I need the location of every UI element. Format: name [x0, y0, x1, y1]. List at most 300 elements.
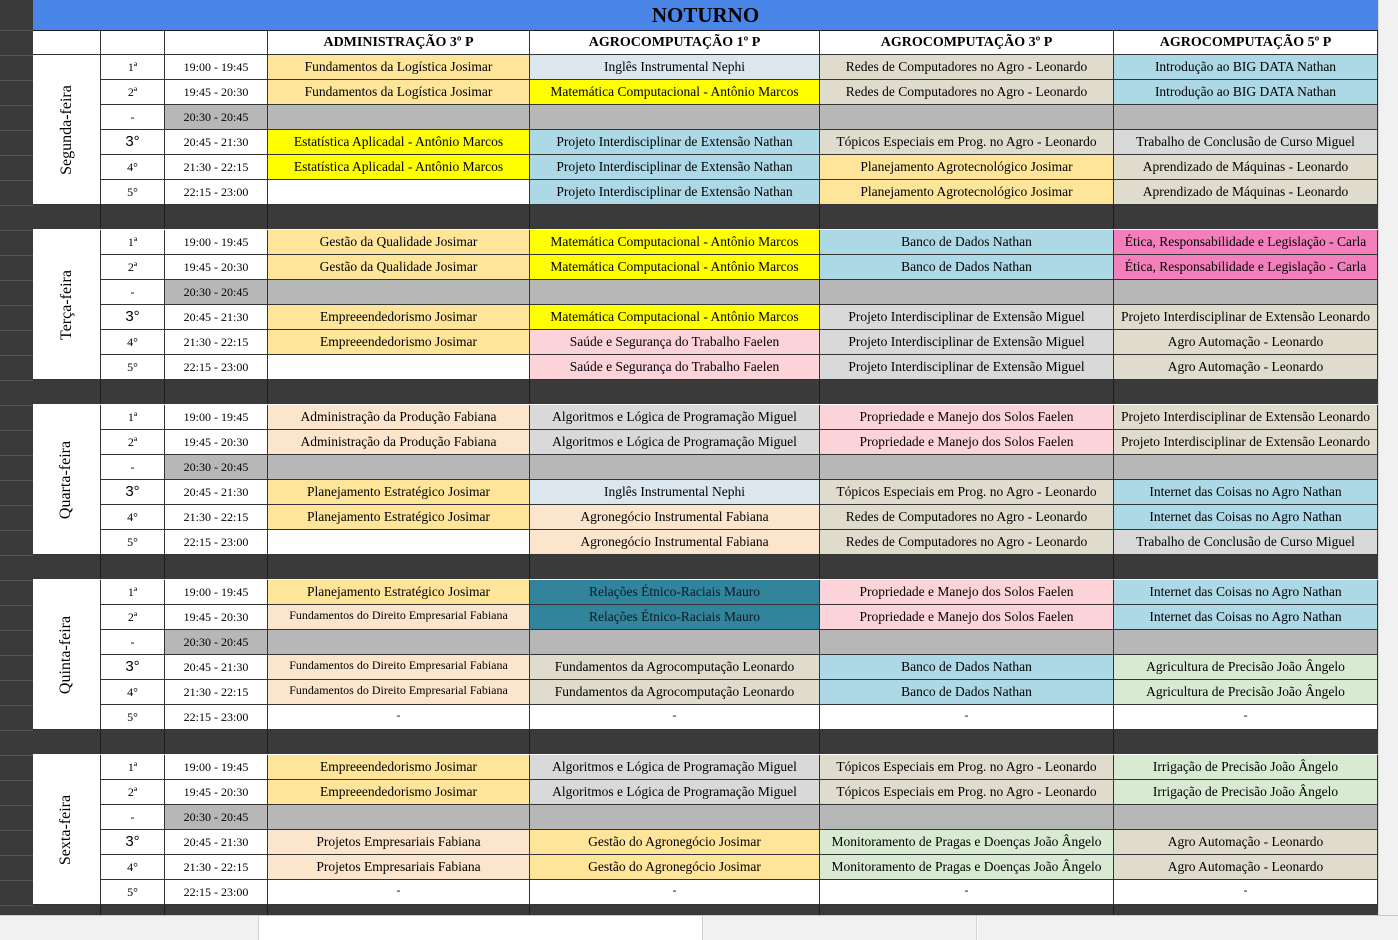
break-cell[interactable]: [268, 805, 530, 830]
class-cell[interactable]: Projeto Interdisciplinar de Extensão Nathan: [530, 180, 820, 205]
class-cell[interactable]: Matemática Computacional - Antônio Marcos: [530, 80, 820, 105]
class-row: [101, 680, 1378, 705]
class-cell[interactable]: Projeto Interdisciplinar de Extensão Leonardo: [1114, 430, 1378, 455]
break-cell[interactable]: [530, 455, 820, 480]
column-header-agrocomputacao-1[interactable]: AGROCOMPUTAÇÃO 1º P: [530, 31, 820, 55]
class-cell[interactable]: Agro Automação - Leonardo: [1114, 855, 1378, 880]
class-cell[interactable]: Fundamentos da Logística Josimar: [268, 55, 530, 80]
row-header-divider: [0, 605, 33, 606]
row-header-divider: [0, 680, 33, 681]
period-number-cell[interactable]: 5°: [101, 705, 165, 730]
break-row: [101, 280, 1378, 305]
class-cell[interactable]: Matemática Computacional - Antônio Marcos: [530, 255, 820, 280]
break-cell[interactable]: [268, 455, 530, 480]
class-cell[interactable]: Algoritmos e Lógica de Programação Miguel: [530, 430, 820, 455]
time-slot-cell[interactable]: 20:45 - 21:30: [165, 655, 268, 680]
class-cell[interactable]: Projeto Interdisciplinar de Extensão Nathan: [530, 130, 820, 155]
separator-gridline: [267, 205, 268, 229]
class-cell[interactable]: Redes de Computadores no Agro - Leonardo: [820, 80, 1114, 105]
class-row: [101, 405, 1378, 430]
time-slot-cell[interactable]: 21:30 - 22:15: [165, 155, 268, 180]
class-cell[interactable]: Banco de Dados Nathan: [820, 680, 1114, 705]
class-cell[interactable]: Empreeendedorismo Josimar: [268, 330, 530, 355]
separator-gridline: [529, 730, 530, 754]
class-cell[interactable]: Internet das Coisas no Agro Nathan: [1114, 505, 1378, 530]
row-header-divider: [0, 880, 33, 881]
break-cell[interactable]: [1114, 805, 1378, 830]
class-row: [101, 230, 1378, 255]
row-header-divider: [0, 355, 33, 356]
class-cell[interactable]: Banco de Dados Nathan: [820, 230, 1114, 255]
class-row: [101, 780, 1378, 805]
separator-gridline: [164, 730, 165, 754]
separator-gridline: [529, 205, 530, 229]
column-headers-row: [33, 31, 1378, 55]
class-cell[interactable]: Gestão do Agronegócio Josimar: [530, 830, 820, 855]
time-slot-cell[interactable]: 19:00 - 19:45: [165, 230, 268, 255]
row-header-divider: [0, 580, 33, 581]
class-cell[interactable]: -: [820, 880, 1114, 905]
time-slot-cell[interactable]: 20:30 - 20:45: [165, 105, 268, 130]
class-cell[interactable]: Fundamentos do Direito Empresarial Fabiana: [268, 655, 530, 680]
time-slot-cell[interactable]: 22:15 - 23:00: [165, 880, 268, 905]
class-row: [101, 505, 1378, 530]
class-cell[interactable]: Banco de Dados Nathan: [820, 655, 1114, 680]
class-cell[interactable]: Propriedade e Manejo dos Solos Faelen: [820, 580, 1114, 605]
period-number-cell[interactable]: 1ª: [101, 405, 165, 430]
day-name-cell[interactable]: [33, 405, 101, 555]
day-separator-row[interactable]: [33, 205, 1378, 229]
tab-divider: [976, 916, 978, 940]
row-header-divider: [0, 780, 33, 781]
period-number-cell[interactable]: 1ª: [101, 55, 165, 80]
break-cell[interactable]: [530, 805, 820, 830]
class-cell[interactable]: Projeto Interdisciplinar de Extensão Miguel: [820, 355, 1114, 380]
class-cell[interactable]: -: [1114, 705, 1378, 730]
row-header-gutter: [0, 0, 33, 915]
spreadsheet-grid: [33, 0, 1378, 915]
class-cell[interactable]: Agricultura de Precisão João Ângelo: [1114, 680, 1378, 705]
class-row: [101, 255, 1378, 280]
time-slot-cell[interactable]: 19:45 - 20:30: [165, 255, 268, 280]
day-separator-row[interactable]: [33, 380, 1378, 404]
time-slot-cell[interactable]: 19:45 - 20:30: [165, 605, 268, 630]
row-header-divider: [0, 755, 33, 756]
row-header-divider: [0, 380, 33, 381]
class-cell[interactable]: -: [530, 705, 820, 730]
column-header-administracao-3[interactable]: ADMINISTRAÇÃO 3º P: [268, 31, 530, 55]
class-cell[interactable]: Projetos Empresariais Fabiana: [268, 855, 530, 880]
period-number-cell[interactable]: 5°: [101, 530, 165, 555]
class-row: [101, 605, 1378, 630]
blank-header-cell[interactable]: [33, 31, 101, 55]
time-slot-cell[interactable]: 22:15 - 23:00: [165, 530, 268, 555]
row-header-divider: [0, 80, 33, 81]
separator-gridline: [267, 730, 268, 754]
row-header-divider: [0, 655, 33, 656]
day-name-label: Terça-feira: [57, 269, 75, 340]
class-cell[interactable]: Inglês Instrumental Nephi: [530, 55, 820, 80]
class-row: [101, 80, 1378, 105]
row-header-divider: [0, 905, 33, 906]
time-slot-cell[interactable]: 22:15 - 23:00: [165, 180, 268, 205]
class-cell[interactable]: Ética, Responsabilidade e Legislação - Carla: [1114, 230, 1378, 255]
class-cell[interactable]: Propriedade e Manejo dos Solos Faelen: [820, 430, 1114, 455]
class-cell[interactable]: Agro Automação - Leonardo: [1114, 830, 1378, 855]
class-cell[interactable]: Fundamentos do Direito Empresarial Fabiana: [268, 680, 530, 705]
row-header-divider: [0, 280, 33, 281]
break-cell[interactable]: [1114, 105, 1378, 130]
separator-gridline: [100, 555, 101, 579]
period-number-cell[interactable]: 3°: [101, 480, 165, 505]
class-cell[interactable]: Planejamento Agrotecnológico Josimar: [820, 155, 1114, 180]
separator-gridline: [164, 205, 165, 229]
class-cell[interactable]: Aprendizado de Máquinas - Leonardo: [1114, 180, 1378, 205]
separator-gridline: [1113, 205, 1114, 229]
period-number-cell[interactable]: 4°: [101, 505, 165, 530]
day-name-label: Sexta-feira: [57, 794, 75, 865]
class-cell[interactable]: Saúde e Segurança do Trabalho Faelen: [530, 355, 820, 380]
class-row: [101, 330, 1378, 355]
break-row: [101, 455, 1378, 480]
class-cell[interactable]: Projeto Interdisciplinar de Extensão Nathan: [530, 155, 820, 180]
class-cell[interactable]: Introdução ao BIG DATA Nathan: [1114, 80, 1378, 105]
class-cell[interactable]: Planejamento Agrotecnológico Josimar: [820, 180, 1114, 205]
day-name-cell[interactable]: [33, 230, 101, 380]
class-cell[interactable]: Irrigação de Precisão João Ângelo: [1114, 780, 1378, 805]
break-cell[interactable]: [530, 105, 820, 130]
period-number-cell[interactable]: 4°: [101, 155, 165, 180]
separator-gridline: [100, 730, 101, 754]
class-row: [101, 830, 1378, 855]
break-cell[interactable]: [820, 630, 1114, 655]
class-cell[interactable]: Monitoramento de Pragas e Doenças João Ângelo: [820, 855, 1114, 880]
class-cell[interactable]: Projetos Empresariais Fabiana: [268, 830, 530, 855]
break-cell[interactable]: [1114, 280, 1378, 305]
class-cell[interactable]: Trabalho de Conclusão de Curso Miguel: [1114, 130, 1378, 155]
day-block: [33, 755, 1378, 905]
blank-header-cell[interactable]: [165, 31, 268, 55]
time-slot-cell[interactable]: 19:00 - 19:45: [165, 55, 268, 80]
class-cell[interactable]: Relações Étnico-Raciais Mauro: [530, 580, 820, 605]
class-cell[interactable]: -: [820, 705, 1114, 730]
period-number-cell[interactable]: 5°: [101, 355, 165, 380]
period-number-cell[interactable]: -: [101, 805, 165, 830]
time-slot-cell[interactable]: 20:45 - 21:30: [165, 830, 268, 855]
class-cell[interactable]: Redes de Computadores no Agro - Leonardo: [820, 55, 1114, 80]
class-cell[interactable]: Fundamentos da Logística Josimar: [268, 80, 530, 105]
separator-gridline: [529, 555, 530, 579]
row-header-divider: [0, 555, 33, 556]
class-cell[interactable]: Agronegócio Instrumental Fabiana: [530, 505, 820, 530]
class-cell[interactable]: Algoritmos e Lógica de Programação Miguel: [530, 405, 820, 430]
row-header-divider: [0, 830, 33, 831]
class-cell[interactable]: Tópicos Especiais em Prog. no Agro - Leonardo: [820, 480, 1114, 505]
period-number-cell[interactable]: 1ª: [101, 230, 165, 255]
break-cell[interactable]: [268, 280, 530, 305]
day-name-cell[interactable]: [33, 55, 101, 205]
time-slot-cell[interactable]: 20:30 - 20:45: [165, 805, 268, 830]
time-slot-cell[interactable]: 20:45 - 21:30: [165, 305, 268, 330]
schedule-title[interactable]: NOTURNO: [33, 0, 1378, 31]
column-header-agrocomputacao-5[interactable]: AGROCOMPUTAÇÃO 5º P: [1114, 31, 1378, 55]
break-cell[interactable]: [820, 280, 1114, 305]
class-row: [101, 655, 1378, 680]
class-cell[interactable]: Gestão da Qualidade Josimar: [268, 255, 530, 280]
class-cell[interactable]: Aprendizado de Máquinas - Leonardo: [1114, 155, 1378, 180]
day-block: [33, 405, 1378, 555]
day-name-label: Segunda-feira: [57, 84, 75, 175]
period-number-cell[interactable]: 5°: [101, 880, 165, 905]
class-cell[interactable]: Gestão do Agronegócio Josimar: [530, 855, 820, 880]
class-cell[interactable]: Fundamentos da Agrocomputação Leonardo: [530, 655, 820, 680]
row-header-divider: [0, 205, 33, 206]
class-cell[interactable]: Administração da Produção Fabiana: [268, 430, 530, 455]
class-cell[interactable]: Agro Automação - Leonardo: [1114, 355, 1378, 380]
class-cell[interactable]: Tópicos Especiais em Prog. no Agro - Leonardo: [820, 130, 1114, 155]
row-header-divider: [0, 105, 33, 106]
time-slot-cell[interactable]: 22:15 - 23:00: [165, 355, 268, 380]
separator-gridline: [819, 730, 820, 754]
row-header-divider: [0, 255, 33, 256]
row-header-divider: [0, 455, 33, 456]
class-cell[interactable]: Planejamento Estratégico Josimar: [268, 580, 530, 605]
row-header-divider: [0, 130, 33, 131]
day-name-cell[interactable]: [33, 580, 101, 730]
period-number-cell[interactable]: -: [101, 280, 165, 305]
separator-gridline: [1113, 555, 1114, 579]
row-header-divider: [0, 805, 33, 806]
class-row: [101, 130, 1378, 155]
separator-gridline: [1113, 730, 1114, 754]
class-cell[interactable]: Internet das Coisas no Agro Nathan: [1114, 580, 1378, 605]
row-header-divider: [0, 430, 33, 431]
class-row: [101, 305, 1378, 330]
time-slot-cell[interactable]: 20:45 - 21:30: [165, 480, 268, 505]
class-cell[interactable]: Empreeendedorismo Josimar: [268, 755, 530, 780]
separator-gridline: [267, 555, 268, 579]
row-header-divider: [0, 230, 33, 231]
class-cell[interactable]: Banco de Dados Nathan: [820, 255, 1114, 280]
class-cell[interactable]: Relações Étnico-Raciais Mauro: [530, 605, 820, 630]
period-number-cell[interactable]: -: [101, 630, 165, 655]
class-cell[interactable]: Fundamentos da Agrocomputação Leonardo: [530, 680, 820, 705]
class-cell[interactable]: Matemática Computacional - Antônio Marcos: [530, 305, 820, 330]
class-cell[interactable]: Internet das Coisas no Agro Nathan: [1114, 605, 1378, 630]
row-header-divider: [0, 405, 33, 406]
time-slot-cell[interactable]: 20:30 - 20:45: [165, 455, 268, 480]
class-cell[interactable]: Projeto Interdisciplinar de Extensão Leonardo: [1114, 305, 1378, 330]
class-cell[interactable]: Algoritmos e Lógica de Programação Miguel: [530, 780, 820, 805]
class-cell[interactable]: -: [1114, 880, 1378, 905]
period-number-cell[interactable]: 3°: [101, 830, 165, 855]
break-row: [101, 805, 1378, 830]
time-slot-cell[interactable]: 20:45 - 21:30: [165, 130, 268, 155]
period-number-cell[interactable]: 3°: [101, 130, 165, 155]
period-number-cell[interactable]: 2ª: [101, 430, 165, 455]
class-cell[interactable]: Agro Automação - Leonardo: [1114, 330, 1378, 355]
class-cell[interactable]: Administração da Produção Fabiana: [268, 405, 530, 430]
break-cell[interactable]: [530, 630, 820, 655]
time-slot-cell[interactable]: 19:45 - 20:30: [165, 430, 268, 455]
vertical-scrollbar[interactable]: [1378, 0, 1398, 915]
break-cell[interactable]: [820, 455, 1114, 480]
time-slot-cell[interactable]: 19:00 - 19:45: [165, 405, 268, 430]
class-cell[interactable]: Tópicos Especiais em Prog. no Agro - Leonardo: [820, 780, 1114, 805]
break-cell[interactable]: [820, 105, 1114, 130]
class-cell[interactable]: Projeto Interdisciplinar de Extensão Leonardo: [1114, 405, 1378, 430]
class-cell[interactable]: Agronegócio Instrumental Fabiana: [530, 530, 820, 555]
period-number-cell[interactable]: 4°: [101, 855, 165, 880]
day-separator-row[interactable]: [33, 730, 1378, 754]
time-slot-cell[interactable]: 19:00 - 19:45: [165, 580, 268, 605]
day-name-label: Quinta-feira: [57, 615, 75, 694]
class-cell[interactable]: Agricultura de Precisão João Ângelo: [1114, 655, 1378, 680]
class-row: [101, 430, 1378, 455]
period-number-cell[interactable]: 4°: [101, 330, 165, 355]
separator-gridline: [819, 380, 820, 404]
period-number-cell[interactable]: 2ª: [101, 80, 165, 105]
time-slot-cell[interactable]: 21:30 - 22:15: [165, 855, 268, 880]
break-row: [101, 630, 1378, 655]
class-cell[interactable]: Tópicos Especiais em Prog. no Agro - Leonardo: [820, 755, 1114, 780]
class-cell[interactable]: Introdução ao BIG DATA Nathan: [1114, 55, 1378, 80]
class-cell[interactable]: -: [268, 880, 530, 905]
time-slot-cell[interactable]: 21:30 - 22:15: [165, 505, 268, 530]
class-cell[interactable]: Matemática Computacional - Antônio Marcos: [530, 230, 820, 255]
period-number-cell[interactable]: 5°: [101, 180, 165, 205]
period-number-cell[interactable]: 2ª: [101, 605, 165, 630]
class-cell[interactable]: Estatística Aplicadal - Antônio Marcos: [268, 130, 530, 155]
separator-gridline: [819, 205, 820, 229]
class-cell[interactable]: -: [268, 705, 530, 730]
row-header-divider: [0, 480, 33, 481]
sheet-tabs-bar: [0, 915, 1398, 940]
time-slot-cell[interactable]: 19:45 - 20:30: [165, 780, 268, 805]
break-row: [101, 105, 1378, 130]
row-header-divider: [0, 305, 33, 306]
class-cell[interactable]: Projeto Interdisciplinar de Extensão Miguel: [820, 330, 1114, 355]
separator-gridline: [100, 205, 101, 229]
class-cell[interactable]: Empreeendedorismo Josimar: [268, 780, 530, 805]
time-slot-cell[interactable]: 21:30 - 22:15: [165, 330, 268, 355]
separator-gridline: [267, 380, 268, 404]
separator-gridline: [529, 380, 530, 404]
separator-gridline: [164, 555, 165, 579]
class-cell[interactable]: -: [530, 880, 820, 905]
class-cell[interactable]: [268, 530, 530, 555]
class-cell[interactable]: Projeto Interdisciplinar de Extensão Miguel: [820, 305, 1114, 330]
row-header-divider: [0, 30, 33, 31]
class-row: [101, 480, 1378, 505]
period-number-cell[interactable]: 3°: [101, 655, 165, 680]
row-header-divider: [0, 730, 33, 731]
day-name-cell[interactable]: [33, 755, 101, 905]
time-slot-cell[interactable]: 22:15 - 23:00: [165, 705, 268, 730]
class-cell[interactable]: [268, 180, 530, 205]
class-cell[interactable]: [268, 355, 530, 380]
day-block: [33, 230, 1378, 380]
row-header-divider: [0, 155, 33, 156]
time-slot-cell[interactable]: 19:45 - 20:30: [165, 80, 268, 105]
break-cell[interactable]: [530, 280, 820, 305]
class-cell[interactable]: Algoritmos e Lógica de Programação Miguel: [530, 755, 820, 780]
class-row: [101, 530, 1378, 555]
class-row: [101, 855, 1378, 880]
class-row: [101, 55, 1378, 80]
class-row: [101, 355, 1378, 380]
row-header-divider: [0, 530, 33, 531]
day-block: [33, 55, 1378, 205]
class-cell[interactable]: Inglês Instrumental Nephi: [530, 480, 820, 505]
class-cell[interactable]: Planejamento Estratégico Josimar: [268, 480, 530, 505]
class-cell[interactable]: Internet das Coisas no Agro Nathan: [1114, 480, 1378, 505]
row-header-divider: [0, 330, 33, 331]
class-row: [101, 755, 1378, 780]
class-cell[interactable]: Irrigação de Precisão João Ângelo: [1114, 755, 1378, 780]
break-cell[interactable]: [1114, 630, 1378, 655]
period-number-cell[interactable]: 1ª: [101, 580, 165, 605]
period-number-cell[interactable]: 2ª: [101, 255, 165, 280]
sheet-tab[interactable]: [258, 916, 703, 940]
class-cell[interactable]: Empreeendedorismo Josimar: [268, 305, 530, 330]
period-number-cell[interactable]: 3°: [101, 305, 165, 330]
class-cell[interactable]: Redes de Computadores no Agro - Leonardo: [820, 530, 1114, 555]
period-number-cell[interactable]: 4°: [101, 680, 165, 705]
time-slot-cell[interactable]: 20:30 - 20:45: [165, 630, 268, 655]
class-cell[interactable]: Trabalho de Conclusão de Curso Miguel: [1114, 530, 1378, 555]
class-cell[interactable]: Planejamento Estratégico Josimar: [268, 505, 530, 530]
day-separator-row[interactable]: [33, 555, 1378, 579]
class-cell[interactable]: Ética, Responsabilidade e Legislação - Carla: [1114, 255, 1378, 280]
time-slot-cell[interactable]: 20:30 - 20:45: [165, 280, 268, 305]
break-cell[interactable]: [1114, 455, 1378, 480]
separator-gridline: [164, 380, 165, 404]
class-cell[interactable]: Estatística Aplicadal - Antônio Marcos: [268, 155, 530, 180]
time-slot-cell[interactable]: 19:00 - 19:45: [165, 755, 268, 780]
separator-gridline: [819, 555, 820, 579]
class-row: [101, 580, 1378, 605]
day-block: [33, 580, 1378, 730]
period-number-cell[interactable]: -: [101, 455, 165, 480]
class-cell[interactable]: Propriedade e Manejo dos Solos Faelen: [820, 405, 1114, 430]
class-cell[interactable]: Fundamentos do Direito Empresarial Fabiana: [268, 605, 530, 630]
day-name-label: Quarta-feira: [57, 440, 75, 519]
break-cell[interactable]: [268, 105, 530, 130]
class-row: [101, 180, 1378, 205]
break-cell[interactable]: [268, 630, 530, 655]
separator-gridline: [100, 380, 101, 404]
class-row: [101, 705, 1378, 730]
period-number-cell[interactable]: 2ª: [101, 780, 165, 805]
time-slot-cell[interactable]: 21:30 - 22:15: [165, 680, 268, 705]
column-header-agrocomputacao-3[interactable]: AGROCOMPUTAÇÃO 3º P: [820, 31, 1114, 55]
period-number-cell[interactable]: -: [101, 105, 165, 130]
blank-header-cell[interactable]: [101, 31, 165, 55]
row-header-divider: [0, 505, 33, 506]
row-header-divider: [0, 855, 33, 856]
row-header-divider: [0, 705, 33, 706]
class-cell[interactable]: Gestão da Qualidade Josimar: [268, 230, 530, 255]
period-number-cell[interactable]: 1ª: [101, 755, 165, 780]
class-row: [101, 155, 1378, 180]
break-cell[interactable]: [820, 805, 1114, 830]
class-cell[interactable]: Saúde e Segurança do Trabalho Faelen: [530, 330, 820, 355]
class-cell[interactable]: Propriedade e Manejo dos Solos Faelen: [820, 605, 1114, 630]
class-cell[interactable]: Redes de Computadores no Agro - Leonardo: [820, 505, 1114, 530]
class-cell[interactable]: Monitoramento de Pragas e Doenças João Ângelo: [820, 830, 1114, 855]
class-row: [101, 880, 1378, 905]
